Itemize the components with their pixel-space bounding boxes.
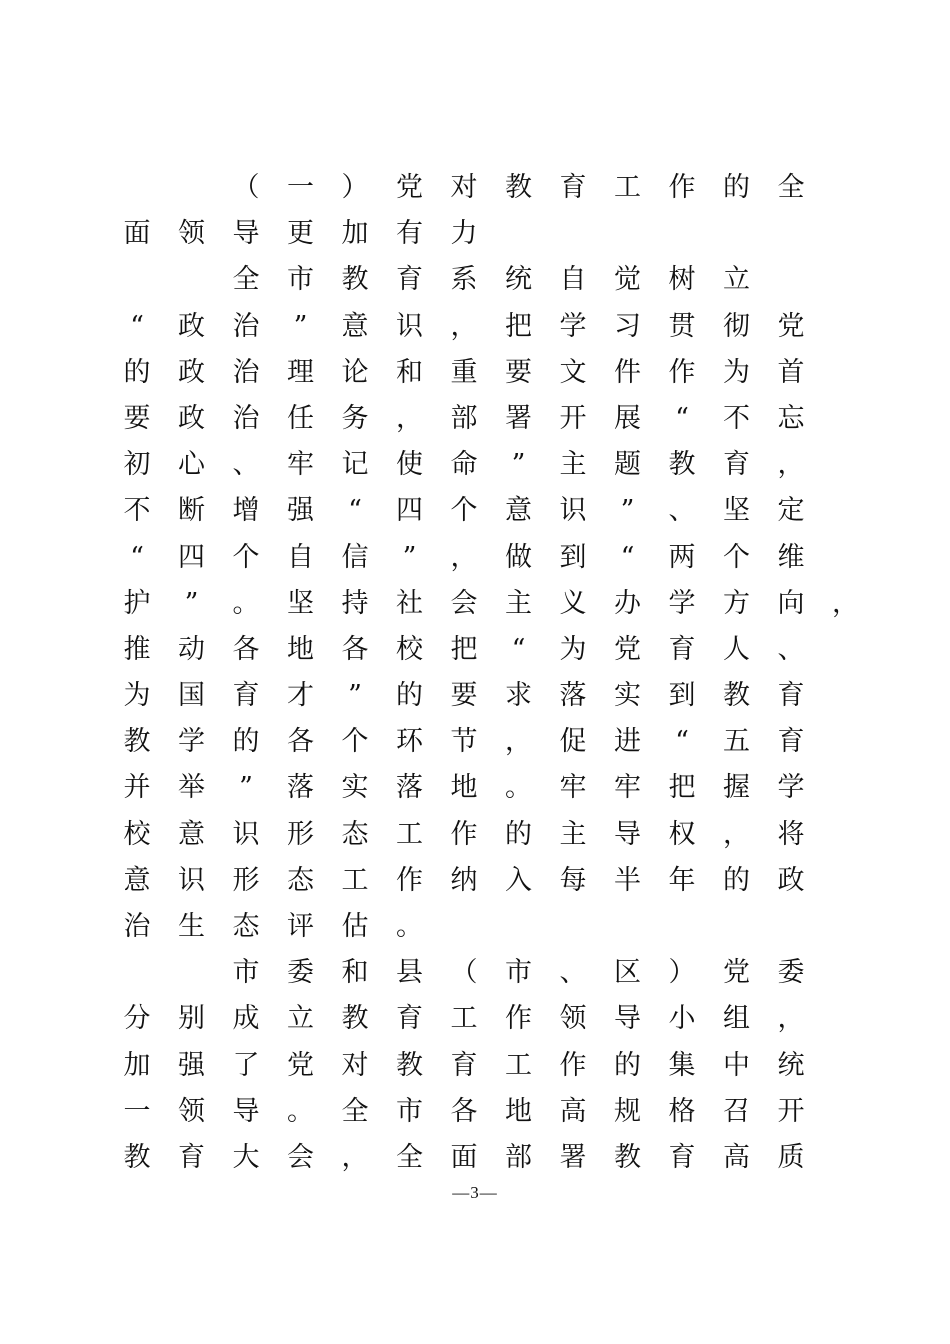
text-char: 治: [232, 356, 260, 388]
text-char: 教: [668, 449, 696, 481]
text-char: 领: [178, 218, 205, 250]
text-char: 态: [341, 818, 369, 850]
text-char: 到: [559, 541, 587, 573]
text-char: 领: [178, 1095, 205, 1127]
text-char: 党: [723, 957, 750, 989]
text-char: （: [232, 172, 260, 203]
text-char: 召: [723, 1095, 750, 1127]
text-char: 识: [396, 310, 423, 342]
text-char: 的: [232, 726, 260, 758]
text-char: 落: [287, 772, 314, 804]
text-char: 形: [232, 864, 260, 896]
text-char: 落: [559, 680, 587, 712]
text-char: 每: [559, 864, 587, 896]
text-char: 统: [777, 1049, 805, 1081]
text-char: 面: [123, 218, 151, 250]
text-char: 坚: [723, 495, 750, 527]
text-char: 教: [123, 1141, 151, 1173]
text-char: 贯: [668, 310, 696, 342]
text-char: 要: [505, 356, 532, 388]
text-char: 作: [559, 1049, 587, 1081]
text-char: 育: [396, 1003, 423, 1035]
text-char: 育: [723, 449, 750, 481]
text-char: 更: [287, 218, 314, 250]
text-line: [0, 950, 950, 996]
text-char: ”: [293, 310, 308, 342]
text-char: 全: [396, 1141, 423, 1173]
text-char: （: [450, 957, 478, 989]
text-char: 学: [668, 587, 696, 619]
text-char: 了: [232, 1049, 260, 1081]
text-line: [0, 442, 950, 488]
text-char: 规: [614, 1095, 641, 1127]
text-char: 自: [287, 541, 314, 573]
text-char: ，: [723, 818, 750, 850]
text-char: 育: [559, 172, 587, 203]
text-char: 握: [723, 772, 750, 804]
text-char: 推: [123, 633, 151, 665]
text-line: [0, 535, 950, 581]
text-char: “: [130, 541, 144, 573]
text-char: ，: [777, 449, 805, 481]
text-line: [0, 673, 950, 719]
text-char: ）: [341, 172, 369, 203]
text-char: 求: [505, 680, 532, 712]
text-char: 并: [123, 772, 151, 804]
text-line: [0, 858, 950, 904]
text-char: 中: [723, 1049, 750, 1081]
text-char: 县: [396, 957, 423, 989]
text-char: 各: [450, 1095, 478, 1127]
text-char: ，: [777, 1003, 805, 1035]
text-char: 主: [559, 449, 587, 481]
text-char: 质: [777, 1141, 805, 1173]
text-char: 系: [450, 264, 478, 296]
text-line: [0, 627, 950, 673]
text-char: ”: [620, 495, 635, 527]
text-char: 觉: [614, 264, 641, 296]
text-char: 工: [396, 818, 423, 850]
text-char: 意: [123, 864, 151, 896]
text-char: 纳: [450, 864, 478, 896]
text-char: ”: [511, 449, 526, 481]
text-char: 意: [178, 818, 205, 850]
text-char: 作: [396, 864, 423, 896]
text-char: 学: [777, 772, 805, 804]
text-line: [0, 396, 950, 442]
text-line: [0, 581, 950, 627]
text-char: 个: [341, 726, 369, 758]
text-char: 树: [668, 264, 696, 296]
text-char: 习: [614, 310, 641, 342]
text-char: 五: [723, 726, 750, 758]
text-char: 工: [505, 1049, 532, 1081]
text-char: 署: [559, 1141, 587, 1173]
text-line: [0, 904, 950, 950]
text-char: 地: [450, 772, 478, 804]
text-char: 作: [450, 818, 478, 850]
text-char: 到: [668, 680, 696, 712]
text-char: 治: [232, 310, 260, 342]
text-char: 工: [614, 172, 641, 203]
text-char: 环: [396, 726, 423, 758]
text-char: 社: [396, 587, 423, 619]
text-char: 个: [450, 495, 478, 527]
text-char: 党: [287, 1049, 314, 1081]
text-char: ，: [396, 402, 423, 434]
text-char: “: [620, 541, 635, 573]
text-char: 教: [614, 1141, 641, 1173]
text-char: 重: [450, 356, 478, 388]
text-line: [0, 1135, 950, 1181]
text-char: 断: [178, 495, 205, 527]
text-char: 校: [396, 633, 423, 665]
text-char: 治: [232, 402, 260, 434]
text-char: 主: [559, 818, 587, 850]
text-char: ，: [450, 541, 478, 573]
text-char: 维: [777, 541, 805, 573]
text-char: 进: [614, 726, 641, 758]
text-char: 教: [396, 1049, 423, 1081]
text-char: 不: [723, 402, 750, 434]
text-char: 治: [123, 911, 151, 942]
text-char: 教: [505, 172, 532, 203]
text-char: 党: [777, 310, 805, 342]
text-char: ，: [450, 310, 478, 342]
text-char: 估: [341, 911, 369, 942]
text-char: 教: [123, 726, 151, 758]
text-line: [0, 1089, 950, 1135]
text-line: [0, 165, 950, 211]
text-char: 办: [614, 587, 641, 619]
text-char: 生: [178, 911, 205, 942]
text-line: [0, 719, 950, 765]
text-char: 党: [614, 633, 641, 665]
text-char: 委: [777, 957, 805, 989]
text-char: 部: [450, 402, 478, 434]
text-char: 人: [723, 633, 750, 665]
text-char: 导: [232, 1095, 260, 1127]
text-char: 不: [123, 495, 151, 527]
text-char: 党: [396, 172, 423, 203]
text-line: [0, 812, 950, 858]
text-char: 高: [559, 1095, 587, 1127]
text-char: 加: [123, 1049, 151, 1081]
text-char: 文: [559, 356, 587, 388]
body-text: [0, 165, 950, 1181]
text-char: 、: [559, 957, 587, 989]
text-char: 态: [287, 864, 314, 896]
text-char: ）: [668, 957, 696, 989]
text-char: 强: [287, 495, 314, 527]
text-char: 持: [341, 587, 369, 619]
text-line: [0, 1043, 950, 1089]
text-char: 个: [723, 541, 750, 573]
text-char: 各: [232, 633, 260, 665]
text-char: 。: [396, 911, 423, 942]
text-char: 作: [668, 172, 696, 203]
text-char: 展: [614, 402, 641, 434]
text-char: 首: [777, 356, 805, 388]
text-char: ，: [505, 726, 532, 758]
text-char: 强: [178, 1049, 205, 1081]
text-char: 两: [668, 541, 696, 573]
text-char: 、: [777, 633, 805, 665]
text-char: 识: [559, 495, 587, 527]
text-char: ，: [341, 1141, 369, 1173]
text-char: 使: [396, 449, 423, 481]
text-char: 小: [668, 1003, 696, 1035]
text-char: 市: [287, 264, 314, 296]
text-char: 意: [341, 310, 369, 342]
text-char: 忘: [777, 402, 805, 434]
text-char: 意: [505, 495, 532, 527]
text-char: 牢: [614, 772, 641, 804]
text-char: 态: [232, 911, 260, 942]
text-char: 对: [341, 1049, 369, 1081]
text-char: 组: [723, 1003, 750, 1035]
text-char: 会: [450, 587, 478, 619]
text-line: [0, 488, 950, 534]
text-char: 自: [559, 264, 587, 296]
text-char: 要: [123, 402, 151, 434]
text-char: 年: [668, 864, 696, 896]
text-char: 别: [178, 1003, 205, 1035]
text-char: ，: [832, 587, 859, 619]
text-char: 义: [559, 587, 587, 619]
text-char: 导: [614, 818, 641, 850]
text-char: 实: [614, 680, 641, 712]
text-line: [0, 350, 950, 396]
text-char: 心: [178, 449, 205, 481]
text-char: 举: [178, 772, 205, 804]
text-char: 命: [450, 449, 478, 481]
text-char: 做: [505, 541, 532, 573]
text-char: 的: [396, 680, 423, 712]
text-char: 政: [178, 402, 205, 434]
text-char: 工: [450, 1003, 478, 1035]
text-char: 将: [777, 818, 805, 850]
text-char: 把: [450, 633, 478, 665]
text-char: 育: [668, 1141, 696, 1173]
text-char: 政: [178, 356, 205, 388]
text-char: 教: [723, 680, 750, 712]
text-char: 形: [287, 818, 314, 850]
text-char: 统: [505, 264, 532, 296]
text-char: 为: [559, 633, 587, 665]
text-char: 面: [450, 1141, 478, 1173]
text-char: 有: [396, 218, 423, 250]
text-char: 护: [123, 587, 151, 619]
text-char: “: [675, 726, 689, 758]
text-char: 促: [559, 726, 587, 758]
text-char: 会: [287, 1141, 314, 1173]
text-char: 入: [505, 864, 532, 896]
text-char: 坚: [287, 587, 314, 619]
text-char: 识: [232, 818, 260, 850]
text-char: 一: [123, 1095, 151, 1127]
text-char: 立: [287, 1003, 314, 1035]
text-char: 全: [341, 1095, 369, 1127]
text-char: 对: [450, 172, 478, 203]
text-char: 的: [505, 818, 532, 850]
text-char: 领: [559, 1003, 587, 1035]
text-char: 识: [178, 864, 205, 896]
text-char: 开: [777, 1095, 805, 1127]
text-char: 高: [723, 1141, 750, 1173]
text-char: 才: [287, 680, 314, 712]
text-char: ”: [348, 680, 362, 712]
text-char: 校: [123, 818, 151, 850]
text-char: 定: [777, 495, 805, 527]
text-char: 为: [123, 680, 151, 712]
text-char: 育: [178, 1141, 205, 1173]
text-char: 为: [723, 356, 750, 388]
text-char: 育: [668, 633, 696, 665]
text-char: 主: [505, 587, 532, 619]
page-number: —3—: [452, 1183, 498, 1202]
text-char: 大: [232, 1141, 260, 1173]
text-char: 记: [341, 449, 369, 481]
text-char: 政: [178, 310, 205, 342]
text-char: 、: [668, 495, 696, 527]
text-char: 的: [723, 172, 750, 203]
text-char: 格: [668, 1095, 696, 1127]
text-char: 节: [450, 726, 478, 758]
text-char: 和: [341, 957, 369, 989]
text-char: 地: [505, 1095, 532, 1127]
text-char: 开: [559, 402, 587, 434]
text-char: 和: [396, 356, 423, 388]
text-char: 的: [123, 356, 151, 388]
text-char: 四: [178, 541, 205, 573]
text-char: 初: [123, 449, 151, 481]
text-char: 把: [668, 772, 696, 804]
text-char: 题: [614, 449, 641, 481]
text-char: 学: [559, 310, 587, 342]
text-char: 。: [232, 587, 260, 619]
text-char: 育: [396, 264, 423, 296]
text-char: 力: [450, 218, 478, 250]
text-char: 务: [341, 402, 369, 434]
text-char: 牢: [287, 449, 314, 481]
text-char: 成: [232, 1003, 260, 1035]
text-char: 四: [396, 495, 423, 527]
text-char: 向: [777, 587, 805, 619]
text-line: [0, 304, 950, 350]
text-char: “: [348, 495, 362, 527]
text-char: 增: [232, 495, 260, 527]
text-char: 市: [505, 957, 532, 989]
text-char: 国: [178, 680, 205, 712]
text-char: 落: [396, 772, 423, 804]
text-char: 彻: [723, 310, 750, 342]
text-line: [0, 765, 950, 811]
text-char: 加: [341, 218, 369, 250]
text-char: 育: [450, 1049, 478, 1081]
text-char: “: [130, 310, 144, 342]
text-char: 的: [723, 864, 750, 896]
text-char: “: [511, 633, 526, 665]
text-char: 各: [287, 726, 314, 758]
text-char: 育: [777, 680, 805, 712]
text-char: ”: [402, 541, 417, 573]
text-char: 作: [505, 1003, 532, 1035]
text-char: 把: [505, 310, 532, 342]
text-char: 、: [232, 449, 260, 481]
text-line: [0, 211, 950, 257]
text-char: 个: [232, 541, 260, 573]
text-char: 件: [614, 356, 641, 388]
text-char: 信: [341, 541, 369, 573]
text-char: 一: [287, 172, 314, 203]
text-char: 任: [287, 402, 314, 434]
text-char: ”: [184, 587, 199, 619]
text-char: “: [675, 402, 689, 434]
text-char: 部: [505, 1141, 532, 1173]
text-char: 。: [505, 772, 532, 804]
text-char: 评: [287, 911, 314, 942]
text-char: 市: [396, 1095, 423, 1127]
text-char: 各: [341, 633, 369, 665]
text-char: 委: [287, 957, 314, 989]
text-char: 。: [287, 1095, 314, 1127]
text-char: 立: [723, 264, 750, 296]
text-char: 教: [341, 1003, 369, 1035]
text-char: 育: [232, 680, 260, 712]
text-char: 论: [341, 356, 369, 388]
text-char: 署: [505, 402, 532, 434]
text-line: [0, 996, 950, 1042]
text-char: 全: [232, 264, 260, 296]
text-char: 教: [341, 264, 369, 296]
text-char: 地: [287, 633, 314, 665]
text-char: 实: [341, 772, 369, 804]
text-char: 区: [614, 957, 641, 989]
text-char: 学: [178, 726, 205, 758]
text-char: 动: [178, 633, 205, 665]
text-char: 集: [668, 1049, 696, 1081]
text-char: 导: [614, 1003, 641, 1035]
text-char: 方: [723, 587, 750, 619]
text-char: 的: [614, 1049, 641, 1081]
text-char: 工: [341, 864, 369, 896]
text-char: 要: [450, 680, 478, 712]
text-line: [0, 257, 950, 303]
text-char: 分: [123, 1003, 151, 1035]
text-char: 牢: [559, 772, 587, 804]
text-char: 市: [232, 957, 260, 989]
text-char: ”: [239, 772, 253, 804]
text-char: 导: [232, 218, 260, 250]
text-char: 政: [777, 864, 805, 896]
text-char: 权: [668, 818, 696, 850]
text-char: 作: [668, 356, 696, 388]
text-char: 育: [777, 726, 805, 758]
text-char: 半: [614, 864, 641, 896]
text-char: 理: [287, 356, 314, 388]
text-char: 全: [777, 172, 805, 203]
